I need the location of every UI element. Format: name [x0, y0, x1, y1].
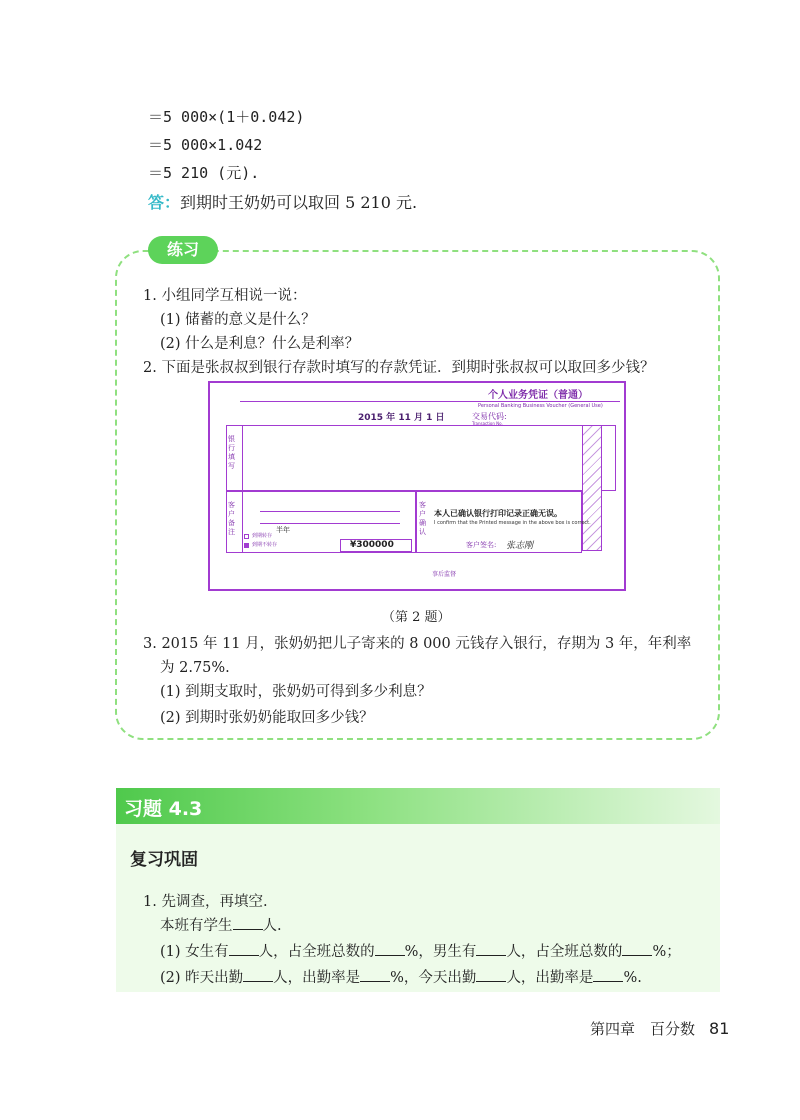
exercise-title: 习题 4.3: [124, 798, 203, 820]
practice-q2: 2. 下面是张叔叔到银行存款时填写的存款凭证．到期时张叔叔可以取回多少钱？: [143, 360, 655, 376]
no-renew-label: 到期不转存: [252, 542, 278, 548]
calc-line-1: ＝5 000×(1＋0.042): [148, 108, 305, 126]
practice-q1: 1. 小组同学互相说一说：: [143, 288, 307, 304]
line-b-part: %；: [652, 944, 681, 960]
confirm-text-en: I confirm that the Printed message in the above box is correct.: [434, 520, 591, 526]
auto-renew-checkbox: [244, 534, 249, 539]
practice-q3-1: (1) 到期支取时，张奶奶可得到多少利息？: [160, 684, 432, 700]
stamp-column: [582, 425, 602, 551]
exercise-line-a: [160, 914, 282, 935]
line-a-post: 人.: [262, 918, 282, 934]
exercise-line-c: [160, 966, 642, 987]
line-c-part: (2) 昨天出勤: [160, 970, 244, 986]
exercise-subtitle: 复习巩固: [130, 850, 198, 870]
no-renew-checkbox: [244, 543, 249, 548]
blank: [229, 941, 259, 956]
line-b-part: 人，占全班总数的: [506, 944, 623, 960]
blank: [593, 967, 623, 982]
line-b-part: (1) 女生有: [160, 944, 229, 960]
bank-fill-area: [226, 425, 616, 491]
deposit-voucher: [208, 381, 626, 591]
calc-line-3: ＝5 210 (元).: [148, 164, 260, 182]
calc-line-2: ＝5 000×1.042: [148, 136, 263, 154]
voucher-amount: ¥300000: [350, 540, 394, 550]
customer-sign-label: 客户签名:: [466, 541, 497, 549]
voucher-date: 2015 年 11 月 1 日: [358, 413, 445, 423]
customer-notes-label: 客户备注: [228, 501, 235, 536]
confirm-text: 本人已确认银行打印记录正确无误。: [434, 509, 562, 518]
practice-q3-2: (2) 到期时张奶奶能取回多少钱？: [160, 710, 374, 726]
voucher-term: 半年: [276, 526, 290, 534]
practice-q1-1: (1) 储蓄的意义是什么？: [160, 312, 316, 328]
blank: [476, 941, 506, 956]
practice-tab: 练习: [148, 236, 218, 264]
answer-text: 到期时王奶奶可以取回 5 210 元.: [180, 193, 418, 212]
voucher-caption: （第 2 题）: [382, 610, 451, 625]
page-footer: [590, 1018, 729, 1039]
line-c-part: %.: [623, 970, 642, 986]
blank: [243, 967, 273, 982]
customer-confirm-label: 客户确认: [419, 501, 426, 536]
chapter-label: 第四章 百分数: [590, 1020, 696, 1038]
auto-renew-label: 到期转存: [252, 533, 273, 539]
exercise-header-bar: [116, 788, 720, 824]
practice-q1-2: (2) 什么是利息？什么是利率？: [160, 336, 360, 352]
practice-q3-line2: 为 2.75%.: [160, 660, 230, 676]
customer-notes-divider: [242, 491, 243, 553]
voucher-title: 个人业务凭证（普通）: [488, 390, 588, 401]
page-number: 81: [709, 1019, 730, 1038]
voucher-title-en: Personal Banking Business Voucher (General Use): [478, 403, 603, 409]
line-b-part: %，男生有: [404, 944, 477, 960]
voucher-trade-code-en: Transaction No.: [472, 421, 503, 426]
notes-rule-2: [260, 523, 400, 524]
line-a-pre: 本班有学生: [160, 918, 233, 934]
customer-signature: 张志刚: [506, 541, 534, 551]
practice-q3-line1: 3. 2015 年 11 月，张奶奶把儿子寄来的 8 000 元钱存入银行，存期为 3 年，年利率: [143, 636, 692, 652]
line-c-part: 人，出勤率是: [506, 970, 594, 986]
exercise-line-b: [160, 940, 681, 961]
blank: [360, 967, 390, 982]
blank: [622, 941, 652, 956]
line-b-part: 人，占全班总数的: [258, 944, 375, 960]
blank: [233, 915, 263, 930]
blank: [476, 967, 506, 982]
exercise-q1: 1. 先调查，再填空.: [143, 894, 268, 910]
notes-rule-1: [260, 511, 400, 512]
bank-fill-divider: [242, 425, 243, 491]
bank-fill-label: 银行填写: [228, 435, 235, 470]
voucher-trade-code: 交易代码:: [472, 412, 507, 421]
line-c-part: %，今天出勤: [390, 970, 477, 986]
post-check-label: 事后监督: [432, 571, 457, 578]
blank: [375, 941, 405, 956]
answer-label: 答：: [148, 193, 181, 212]
voucher-title-rule: [240, 401, 620, 402]
line-c-part: 人，出勤率是: [273, 970, 361, 986]
answer-line: [148, 190, 417, 213]
